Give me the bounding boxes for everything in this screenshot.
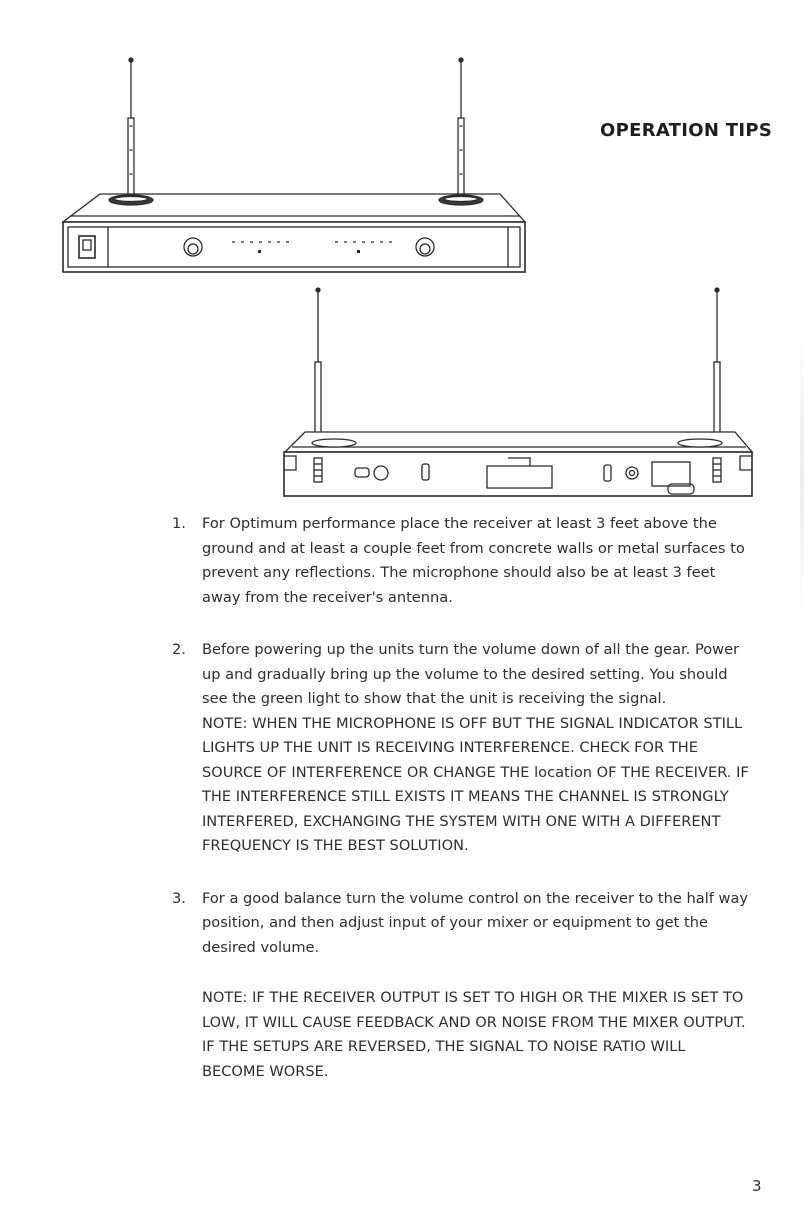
tip-text: For Optimum performance place the receiver at least 3 feet above the ground and at least a couple feet from concrete walls or metal surfaces to prevent any reflections. The microphone should also be at least 3 feet away from the receiver's antenna.	[202, 515, 745, 606]
tip-note: NOTE: WHEN THE MICROPHONE IS OFF BUT THE SIGNAL INDICATOR STILL LIGHTS UP THE UNIT IS RECEIVING INTERFERENCE. CHECK FOR THE SOURCE OF INTERFERENCE OR CHANGE THE location OF THE RECEIVER. IF THE INTERFERENCE STILL EXISTS IT MEANS THE CHANNEL IS STRONGLY INTERFERED, EXCHANGING THE SYSTEM WITH ONE WITH A DIFFERENT FREQUENCY IS THE BEST SOLUTION.	[202, 714, 749, 854]
tip-number: 2.	[172, 641, 186, 658]
tip-number: 1.	[172, 515, 186, 532]
tip-note: NOTE: IF THE RECEIVER OUTPUT IS SET TO HIGH OR THE MIXER IS SET TO LOW, IT WILL CAUSE FEEDBACK AND OR NOISE FROM THE MIXER OUTPUT. IF THE SETUPS ARE REVERSED, THE SIGNAL TO NOISE RATIO WILL BECOME WORSE.	[202, 989, 746, 1080]
receiver-front-panel-icon	[63, 58, 525, 272]
tip-body	[202, 512, 752, 610]
tip-text: Before powering up the units turn the volume down of all the gear. Power up and gradually bring up the volume to the desired setting. You should see the green light to show that the unit is receiving the signal.	[202, 641, 740, 707]
tip-text: For a good balance turn the volume control on the receiver to the half way position, and then adjust input of your mixer or equipment to get the desired volume.	[202, 889, 749, 956]
page-edge-shadow	[800, 330, 804, 620]
receiver-illustrations	[0, 0, 810, 510]
tip-item	[172, 638, 752, 859]
tip-body	[202, 887, 752, 1085]
section-title: OPERATION TIPS	[600, 120, 773, 142]
receiver-rear-panel-icon	[284, 288, 752, 496]
tip-item	[172, 887, 752, 1085]
tip-body	[202, 638, 752, 859]
tip-number: 3.	[172, 889, 186, 907]
tip-item	[172, 512, 752, 610]
page-number: 3	[752, 1177, 762, 1195]
tips-list	[172, 512, 752, 1112]
